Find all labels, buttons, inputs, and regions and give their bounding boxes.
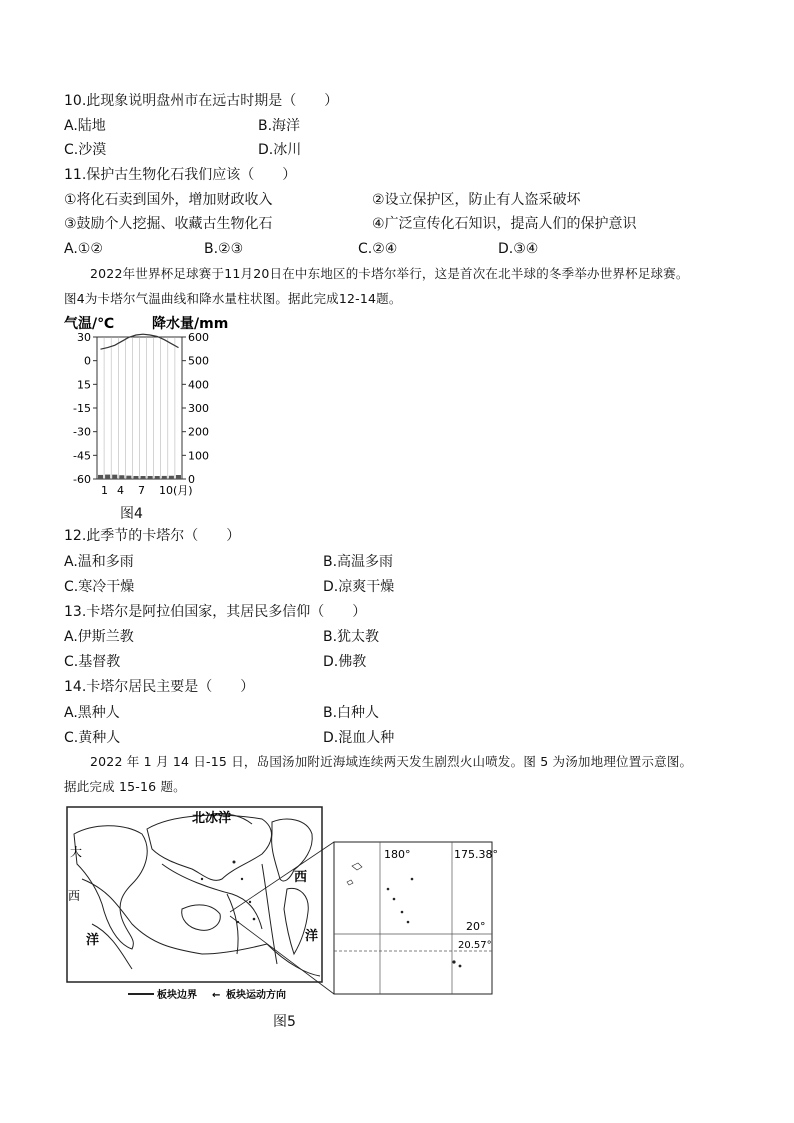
figure4-ylabel-right: 降水量/mm xyxy=(152,316,229,332)
q13-stem: 13.卡塔尔是阿拉伯国家，其居民多信仰（ ） xyxy=(64,604,367,620)
q12-option-d: D.凉爽干燥 xyxy=(323,579,395,595)
figure4-left-tick-label: -30 xyxy=(73,425,91,439)
figure4-left-tick-label: 15 xyxy=(77,378,91,392)
tonga-inset-frame xyxy=(334,842,492,994)
legend-arrow-icon: ← xyxy=(212,990,221,1001)
q11-statement-4: ④广泛宣传化石知识，提高人们的保护意识 xyxy=(372,216,637,232)
figure4-left-tick-label: 30 xyxy=(77,331,91,344)
q10-option-d: D.冰川 xyxy=(258,142,302,158)
q11-statement-2: ②设立保护区，防止有人盗采破坏 xyxy=(372,192,581,208)
label-xi-left: 西 xyxy=(68,889,81,903)
passage1-line2: 图4为卡塔尔气温曲线和降水量柱状图。据此完成12-14题。 xyxy=(64,291,402,306)
q13-option-b: B.犹太教 xyxy=(323,629,380,645)
q11-option-d: D.③④ xyxy=(498,241,539,257)
q14-option-c: C.黄种人 xyxy=(64,730,121,746)
passage2-line1: 2022 年 1 月 14 日-15 日，岛国汤加附近海域连续两天发生剧烈火山喷发。图 5 为汤加地理位置示意图。 xyxy=(90,754,693,769)
q12-option-b: B.高温多雨 xyxy=(323,554,394,570)
q12-option-a: A.温和多雨 xyxy=(64,554,134,570)
label-yang-right: 洋 xyxy=(305,929,319,944)
legend-boundary-label: 板块边界 xyxy=(157,990,197,1001)
q10-stem: 10.此现象说明盘州市在远古时期是（ ） xyxy=(64,93,339,109)
figure4-precipitation-bar xyxy=(155,476,160,479)
passage1-line1: 2022年世界杯足球赛于11月20日在中东地区的卡塔尔举行，这是首次在北半球的冬季举办世界杯足球赛。 xyxy=(90,266,689,281)
inset-label-175-38: 175.38° xyxy=(454,848,498,861)
figure4-left-tick-label: -15 xyxy=(73,402,91,415)
figure4-xtick-4: 4 xyxy=(117,484,124,497)
q12-option-c: C.寒冷干燥 xyxy=(64,579,135,595)
figure4-left-tick-label: -45 xyxy=(73,449,91,463)
figure4-caption: 图4 xyxy=(120,506,143,522)
figure4-precipitation-bar xyxy=(141,476,146,479)
figure4-precipitation-bar xyxy=(169,476,174,479)
figure4-precipitation-bar xyxy=(98,475,103,479)
figure5-caption: 图5 xyxy=(273,1014,296,1030)
passage2-line2: 据此完成 15-16 题。 xyxy=(64,779,186,794)
figure4-left-tick-label: -60 xyxy=(73,473,91,486)
figure4-right-tick-label: 0 xyxy=(188,473,195,486)
inset-label-20: 20° xyxy=(466,920,486,933)
figure4-vertical-grid xyxy=(104,337,175,479)
figure4-climate-chart xyxy=(60,313,230,503)
figure4-precipitation-bar xyxy=(148,476,153,479)
figure4-right-tick-label: 600 xyxy=(188,331,209,344)
figure4-xtick-1: 1 xyxy=(101,484,108,497)
q13-option-c: C.基督教 xyxy=(64,654,121,670)
q10-option-a: A.陆地 xyxy=(64,118,106,134)
figure4-right-tick-label: 300 xyxy=(188,402,209,415)
q13-option-d: D.佛教 xyxy=(323,654,367,670)
inset-label-20-57: 20.57° xyxy=(458,940,492,951)
figure4-precipitation-bar xyxy=(126,476,131,479)
figure4-precipitation-bar xyxy=(176,475,181,479)
q14-option-a: A.黑种人 xyxy=(64,705,120,721)
figure4-precipitation-bar xyxy=(162,476,167,479)
figure4-precipitation-bar xyxy=(112,475,117,479)
q10-option-b: B.海洋 xyxy=(258,118,301,134)
figure4-right-tick-label: 500 xyxy=(188,354,209,368)
label-xi-right: 西 xyxy=(294,870,308,885)
q14-stem: 14.卡塔尔居民主要是（ ） xyxy=(64,679,255,695)
q11-option-a: A.①② xyxy=(64,241,103,257)
legend-motion-label: 板块运动方向 xyxy=(226,990,286,1001)
figure4-precipitation-bar xyxy=(105,475,110,479)
q11-statement-3: ③鼓励个人挖掘、收藏古生物化石 xyxy=(64,216,273,232)
figure4-xtick-7: 7 xyxy=(138,484,145,497)
figure4-precipitation-bar xyxy=(133,476,138,479)
q14-option-b: B.白种人 xyxy=(323,705,380,721)
label-arctic-ocean: 北冰洋 xyxy=(192,811,232,826)
q11-option-b: B.②③ xyxy=(204,241,244,257)
inset-label-180: 180° xyxy=(384,848,411,861)
q13-option-a: A.伊斯兰教 xyxy=(64,629,134,645)
q14-option-d: D.混血人种 xyxy=(323,730,395,746)
q11-option-c: C.②④ xyxy=(358,241,398,257)
figure4-right-tick-label: 400 xyxy=(188,378,209,392)
figure4-ylabel-left: 气温/℃ xyxy=(64,316,115,332)
q10-option-c: C.沙漠 xyxy=(64,142,107,158)
q11-stem: 11.保护古生物化石我们应该（ ） xyxy=(64,167,297,183)
figure4-left-tick-label: 0 xyxy=(84,354,91,368)
figure5-plate-map xyxy=(62,804,502,1004)
q11-statement-1: ①将化石卖到国外，增加财政收入 xyxy=(64,192,273,208)
figure4-right-tick-label: 200 xyxy=(188,425,209,439)
figure4-precipitation-bar xyxy=(119,475,124,479)
figure4-axis-ticks xyxy=(73,331,209,486)
label-da: 大 xyxy=(70,845,83,859)
q12-stem: 12.此季节的卡塔尔（ ） xyxy=(64,528,241,544)
figure4-xtick-10: 10(月) xyxy=(159,484,193,497)
figure4-right-tick-label: 100 xyxy=(188,449,209,463)
label-yang-left: 洋 xyxy=(86,933,100,948)
